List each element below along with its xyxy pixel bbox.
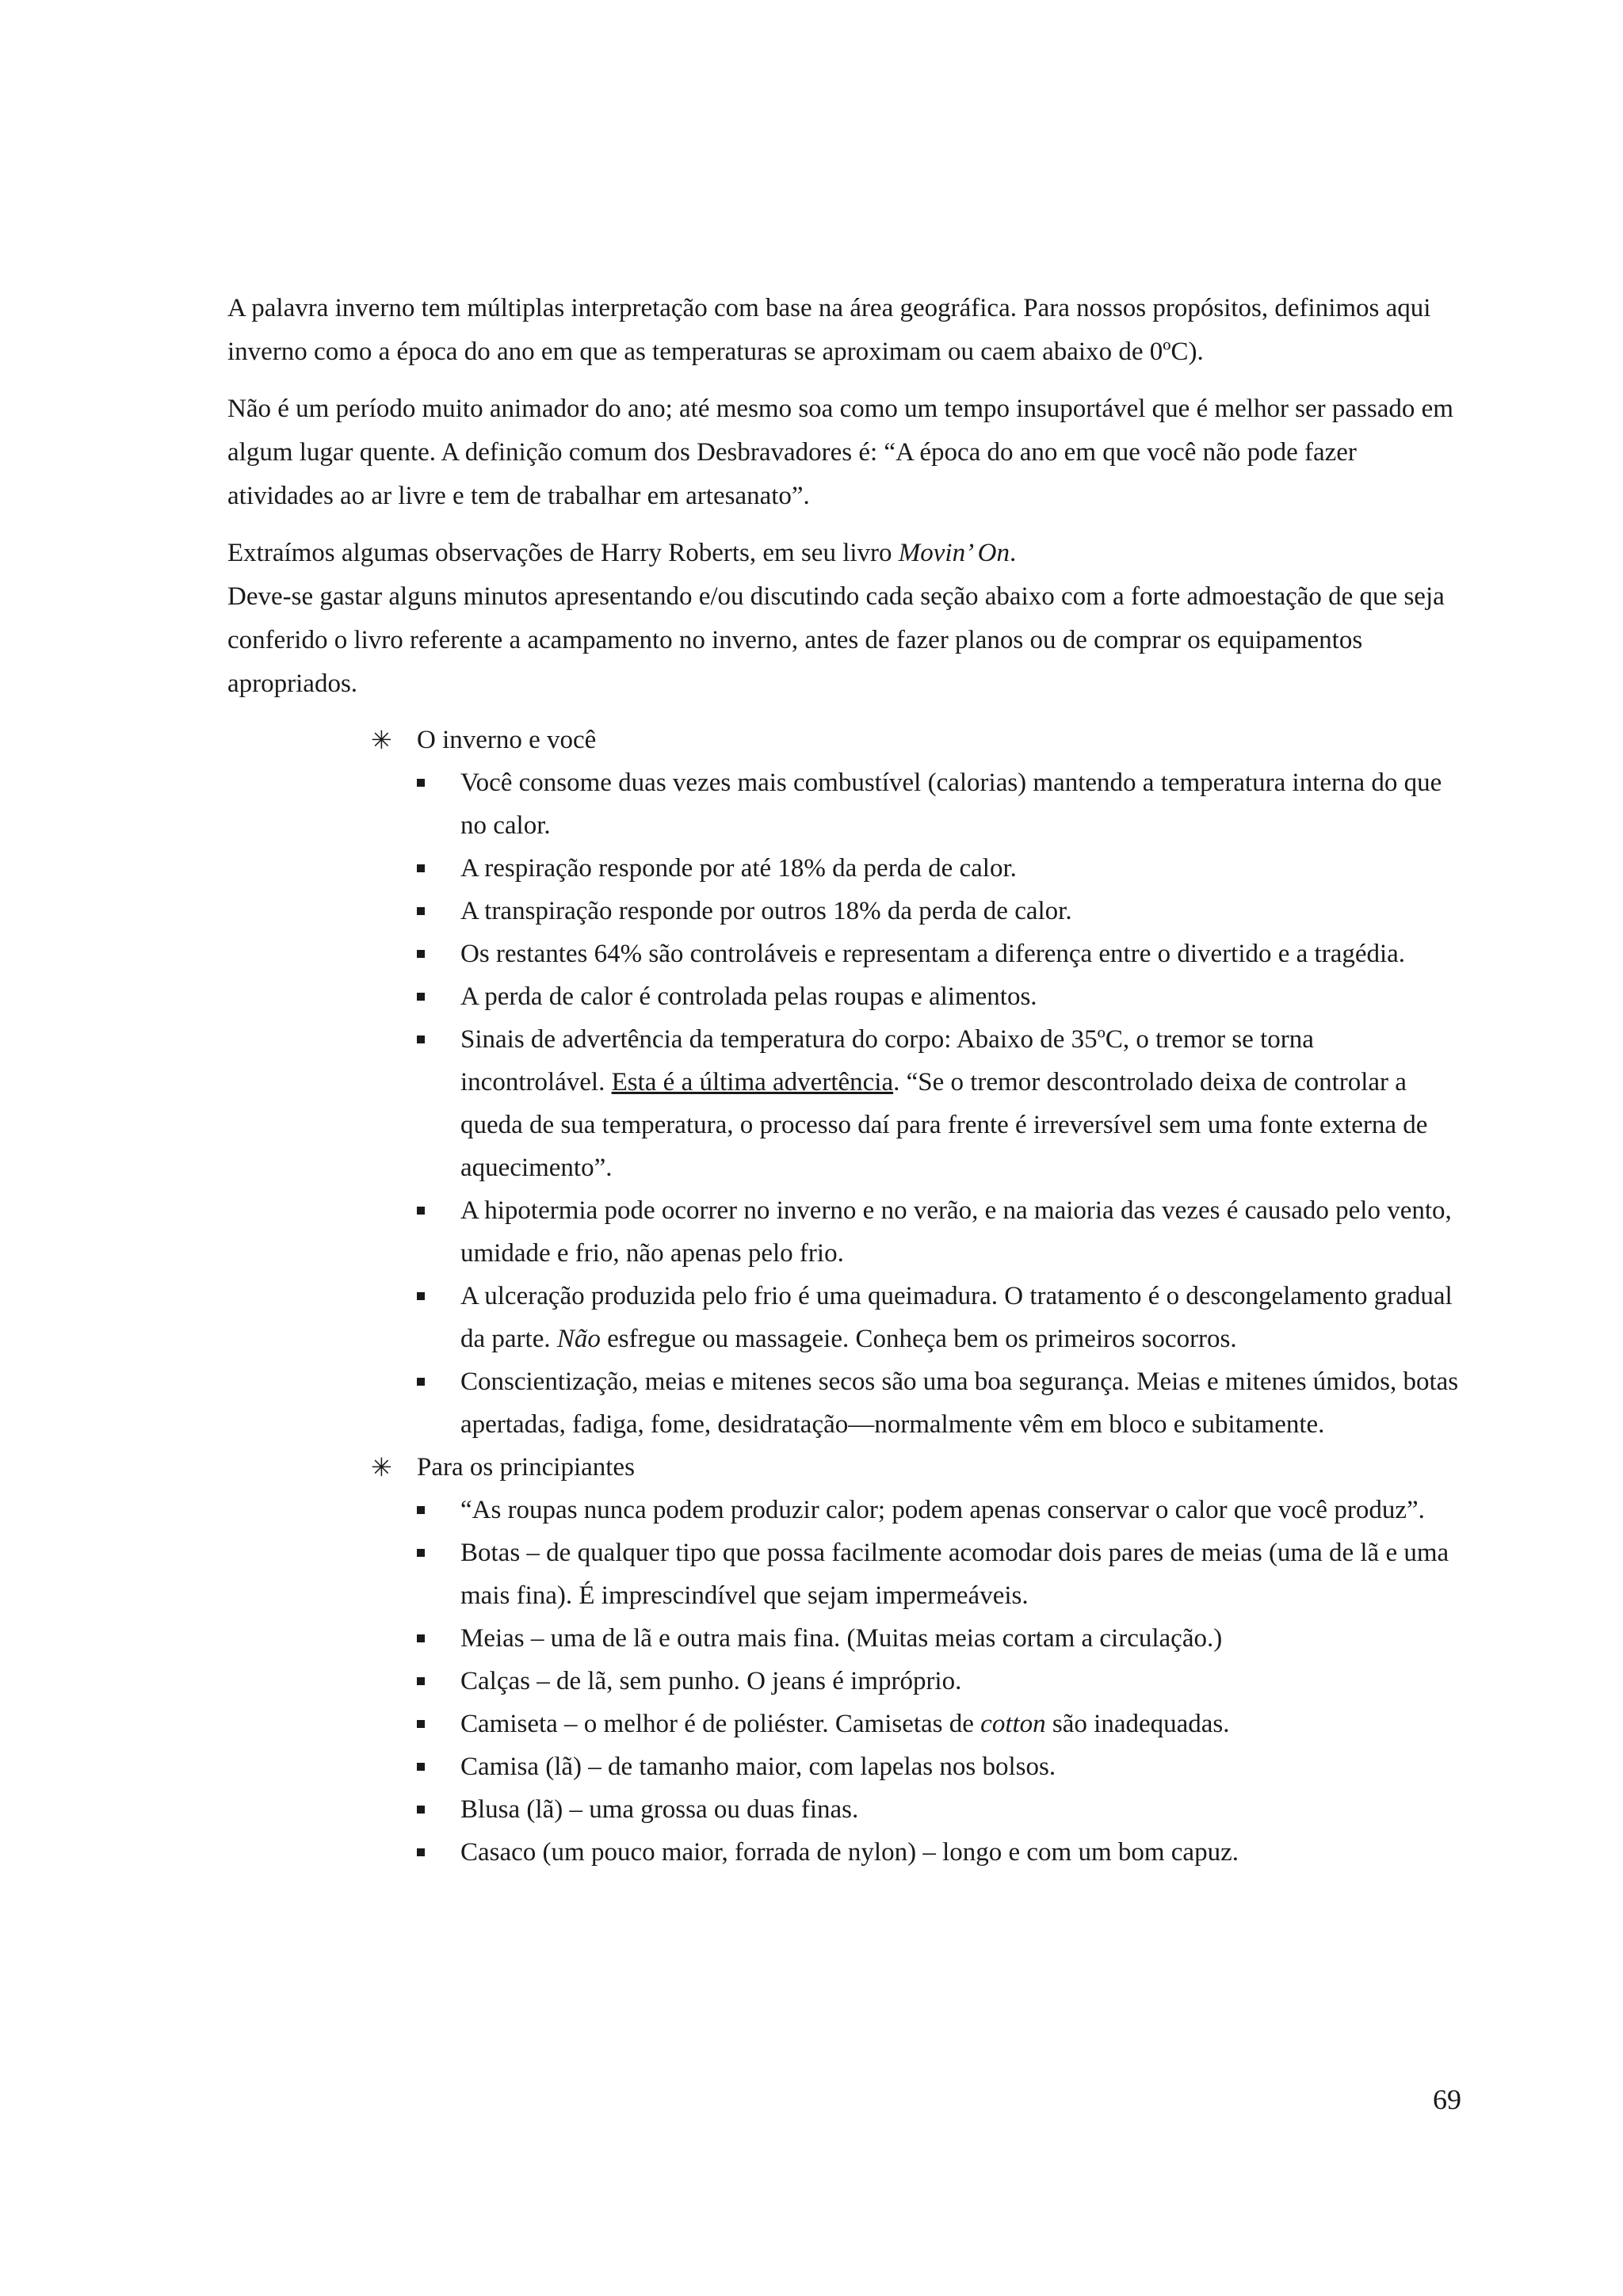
emphasis-text: cotton [980, 1710, 1046, 1738]
list-item-text: A hipotermia pode ocorrer no inverno e no verão, e na maioria das vezes é causado pelo vento, umidade e frio, não apenas pelo frio. [460, 1196, 1452, 1268]
list-item [417, 1617, 1465, 1660]
list-item [417, 1489, 1465, 1531]
list-item-text-end: esfregue ou massageie. Conheça bem os primeiros socorros. [600, 1325, 1237, 1353]
square-bullet-icon [417, 907, 425, 915]
list-item [417, 975, 1465, 1018]
list-item [417, 890, 1465, 933]
section-items [417, 761, 1465, 1446]
square-bullet-icon [417, 1292, 425, 1300]
bullet-list [371, 719, 1465, 1874]
list-item-text: Blusa (lã) – uma grossa ou duas finas. [460, 1795, 859, 1824]
list-item-text-end: . “Se o tremor descontrolado deixa de controlar a queda de sua temperatura, o processo daí para frente é irreversível sem uma fonte externa de aquecimento”. [460, 1068, 1428, 1182]
list-item [417, 1275, 1465, 1360]
asterisk-icon: ✳ [371, 725, 392, 755]
list-item [417, 847, 1465, 890]
list-item-text: A ulceração produzida pelo frio é uma queimadura. O tratamento é o descongelamento gradual da parte. [460, 1282, 1453, 1353]
page-number: 69 [1433, 2084, 1461, 2115]
paragraph-season: Não é um período muito animador do ano; até mesmo soa como um tempo insuportável que é melhor ser passado em algum lugar quente. A definição comum dos Desbravadores é: “A época do ano em que você não pode fazer atividades ao ar livre e tem de trabalhar em artesanato”. [227, 395, 1453, 510]
list-item-text: Camiseta – o melhor é de poliéster. Camisetas de [460, 1710, 981, 1738]
square-bullet-icon [417, 1720, 425, 1728]
section-beginners [371, 1446, 1465, 1874]
square-bullet-icon [417, 779, 425, 787]
square-bullet-icon [417, 993, 425, 1001]
list-item [417, 761, 1465, 847]
paragraph-definition: A palavra inverno tem múltiplas interpretação com base na área geográfica. Para nossos propósitos, definimos aqui inverno como a época do ano em que as temperaturas se aproximam ou caem abaixo de 0ºC). [227, 294, 1431, 366]
list-item-text: Botas – de qualquer tipo que possa facilmente acomodar dois pares de meias (uma de lã e uma mais fina). É imprescindível que sejam impermeáveis. [460, 1539, 1449, 1610]
source-end: . [1010, 539, 1017, 567]
list-item [417, 1531, 1465, 1617]
square-bullet-icon [417, 1035, 425, 1043]
list-item-text: Calças – de lã, sem punho. O jeans é impróprio. [460, 1667, 962, 1695]
list-item [417, 1703, 1465, 1745]
list-item-text: Conscientização, meias e mitenes secos são uma boa segurança. Meias e mitenes úmidos, botas apertadas, fadiga, fome, desidratação—normalmente vêm em bloco e subitamente. [460, 1367, 1459, 1439]
list-item [417, 1788, 1465, 1831]
square-bullet-icon [417, 1806, 425, 1814]
list-item [417, 1745, 1465, 1788]
section-heading [371, 719, 1465, 761]
list-item [417, 1189, 1465, 1275]
square-bullet-icon [417, 1207, 425, 1215]
warning-text: Esta é a última advertência [611, 1068, 894, 1097]
list-item [417, 933, 1465, 975]
square-bullet-icon [417, 1763, 425, 1771]
list-item [417, 1018, 1465, 1189]
list-item-text: Camisa (lã) – de tamanho maior, com lapelas nos bolsos. [460, 1753, 1056, 1781]
book-title: Movin’ On [898, 539, 1010, 567]
section-items [417, 1489, 1465, 1874]
square-bullet-icon [417, 864, 425, 872]
list-item-text: A transpiração responde por outros 18% da perda de calor. [460, 897, 1072, 925]
section-heading [371, 1446, 1465, 1489]
list-item [417, 1360, 1465, 1446]
list-item-text: A respiração responde por até 18% da perda de calor. [460, 854, 1017, 883]
list-item [417, 1660, 1465, 1703]
section-heading-text: O inverno e você [417, 726, 597, 754]
list-item-text: Meias – uma de lã e outra mais fina. (Muitas meias cortam a circulação.) [460, 1624, 1223, 1653]
square-bullet-icon [417, 1848, 425, 1856]
square-bullet-icon [417, 1549, 425, 1557]
list-item-text: Sinais de advertência da temperatura do corpo: Abaixo de 35ºC, o tremor se torna incontrolável. [460, 1025, 1314, 1097]
square-bullet-icon [417, 1378, 425, 1386]
section-heading-text: Para os principiantes [417, 1453, 635, 1482]
square-bullet-icon [417, 1634, 425, 1642]
square-bullet-icon [417, 950, 425, 958]
list-item-text: Casaco (um pouco maior, forrada de nylon) – longo e com um bom capuz. [460, 1838, 1239, 1867]
paragraph-source [227, 532, 1464, 575]
section-winter-and-you [371, 719, 1465, 1446]
asterisk-icon: ✳ [371, 1452, 392, 1482]
body-text [227, 287, 1464, 706]
list-item [417, 1831, 1465, 1874]
square-bullet-icon [417, 1506, 425, 1514]
list-item-text: Os restantes 64% são controláveis e representam a diferença entre o divertido e a tragédia. [460, 940, 1406, 968]
list-item-text: A perda de calor é controlada pelas roupas e alimentos. [460, 982, 1037, 1011]
list-item-text: “As roupas nunca podem produzir calor; podem apenas conservar o calor que você produz”. [460, 1496, 1425, 1524]
square-bullet-icon [417, 1677, 425, 1685]
list-item-text: Você consome duas vezes mais combustível (calorias) mantendo a temperatura interna do que no calor. [460, 769, 1442, 840]
list-item-text-end: são inadequadas. [1045, 1710, 1230, 1738]
paragraph-instructions: Deve-se gastar alguns minutos apresentando e/ou discutindo cada seção abaixo com a forte admoestação de que seja conferido o livro referente a acampamento no inverno, antes de fazer planos ou de comprar os equipamentos apropriados. [227, 582, 1445, 698]
emphasis-text: Não [556, 1325, 601, 1353]
source-text: Extraímos algumas observações de Harry Roberts, em seu livro [227, 539, 899, 567]
